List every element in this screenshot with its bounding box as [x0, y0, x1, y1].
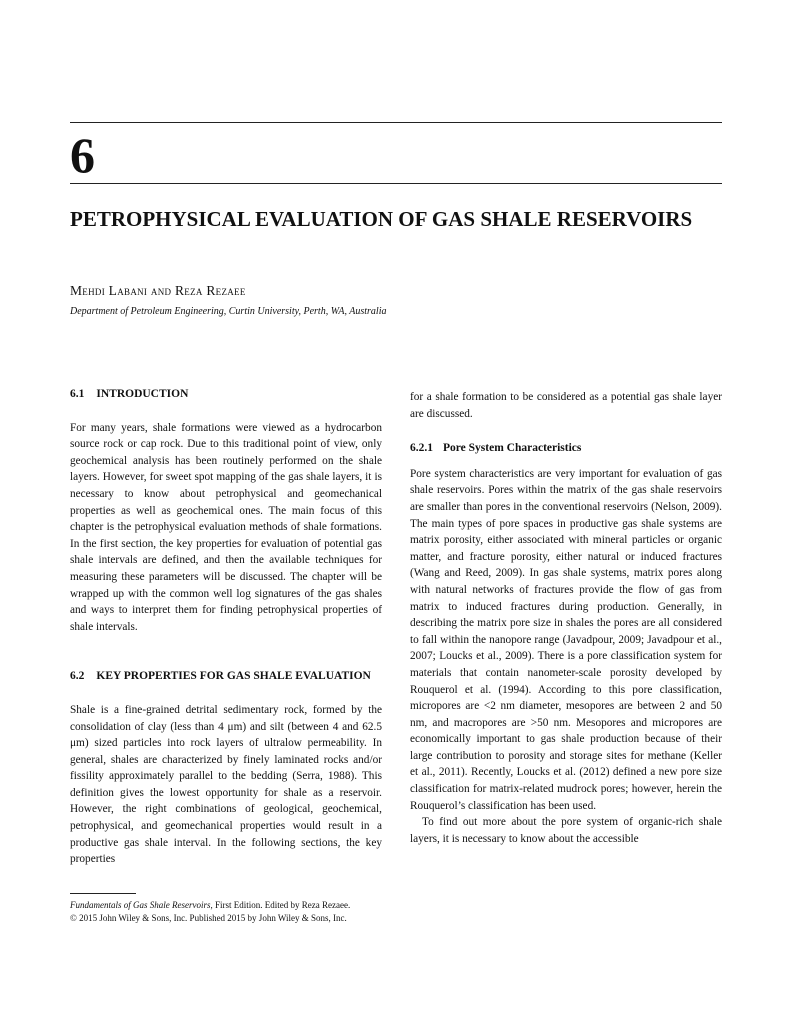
author-affiliation: Department of Petroleum Engineering, Curtin University, Perth, WA, Australia	[70, 306, 387, 317]
subsection-heading-pore-system	[410, 440, 722, 457]
edition-text: , First Edition. Edited by Reza Rezaee.	[210, 900, 351, 910]
chapter-authors: Mehdi Labani and Reza Rezaee	[70, 283, 246, 298]
footnote-citation-line	[70, 899, 350, 912]
section-title: KEY PROPERTIES FOR GAS SHALE EVALUATION	[96, 670, 371, 683]
section-heading-introduction	[70, 386, 382, 403]
chapter-number: 6	[70, 127, 95, 183]
book-title: Fundamentals of Gas Shale Reservoirs	[70, 900, 211, 910]
key-properties-paragraph: Shale is a fine-grained detrital sedimentary rock, formed by the consolidation of clay (less than 4 μm) and silt (between 4 and 62.5 μm) sized particles into rock layers of ultralow permeability. In general, shales are characterized by finely laminated rocks and/or fissility approximately parallel to the bedding (Serra, 1988). This definition gives the lowest opportunity for shale as a reservoir. However, the right combinations of geological, geochemical, petrophysical, and geomechanical properties would result in a productive gas shale interval. In the following sections, the key properties	[70, 703, 382, 866]
copyright-footnote	[70, 899, 350, 924]
chapter-bottom-rule	[70, 183, 722, 184]
chapter-top-rule	[70, 122, 722, 123]
section-number: 6.1	[70, 388, 85, 400]
subsection-number: 6.2.1	[410, 442, 433, 455]
key-properties-continuation: for a shale formation to be considered as a potential gas shale layer are discussed.	[410, 391, 722, 420]
left-column	[70, 386, 382, 868]
pore-system-paragraph: Pore system characteristics are very important for evaluation of gas shale reservoirs. Pores within the matrix of the gas shale reservoirs are smaller than pores in the conventional reservoirs (Nelson, 2009). The main types of pore spaces in productive gas shale systems are matrix porosity, either associated with mineral particles or organic matter, and fracture porosity, either natural or induced fractures (Wang and Reed, 2009). In gas shale systems, matrix pores along with natural networks of fractures provide the flow of gas from matrix to induced fractures during production. Generally, in describing the matrix pore size in shales the pores are all considered to fall within the nanopore range (Javadpour, 2009; Javadpour et al., 2007; Loucks et al., 2009). There is a pore classification system for materials that contain nanometer-scale porosity developed by Rouquerol et al. (1994). According to this pore classification, micropores are <2 nm diameter, mesopores are between 2 and 50 nm, and macropores are >50 nm. Mesopores and micropores are economically important to gas shale production because of their large contribution to porosity and storage sites for methane (Keller et al., 2011). Recently, Loucks et al. (2012) defined a new pore size classification for matrix-related mudrock pores; however, herein the Rouquerol’s classification has been used.	[410, 467, 722, 812]
footnote-rule	[70, 893, 136, 894]
chapter-title: PETROPHYSICAL EVALUATION OF GAS SHALE RESERVOIRS	[70, 207, 693, 231]
right-column	[410, 389, 722, 847]
subsection-title: Pore System Characteristics	[443, 442, 582, 455]
copyright-line: © 2015 John Wiley & Sons, Inc. Published 2015 by John Wiley & Sons, Inc.	[70, 912, 347, 923]
section-number: 6.2	[70, 670, 85, 683]
section-heading-key-properties	[70, 668, 382, 685]
introduction-paragraph: For many years, shale formations were viewed as a hydrocarbon source rock or cap rock. Due to this traditional point of view, only geochemical analysis has been routinely performed on the shale layers. However, for sweet spot mapping of the gas shale layers, it is necessary to know about petrophysical and geomechanical properties as well as geochemical ones. The main focus of this chapter is the petrophysical evaluation methods of shale formations. In the first section, the key properties for evaluation of potential gas shale intervals are defined, and then the available techniques for measuring these parameters will be discussed. The chapter will be wrapped up with the common well log signatures of the gas shales and ways to interpret them for finding petrophysical properties of shale intervals.	[70, 421, 382, 633]
pore-system-paragraph-2: To find out more about the pore system of organic-rich shale layers, it is necessary to know about the accessible	[410, 816, 722, 845]
section-title: INTRODUCTION	[96, 388, 189, 400]
